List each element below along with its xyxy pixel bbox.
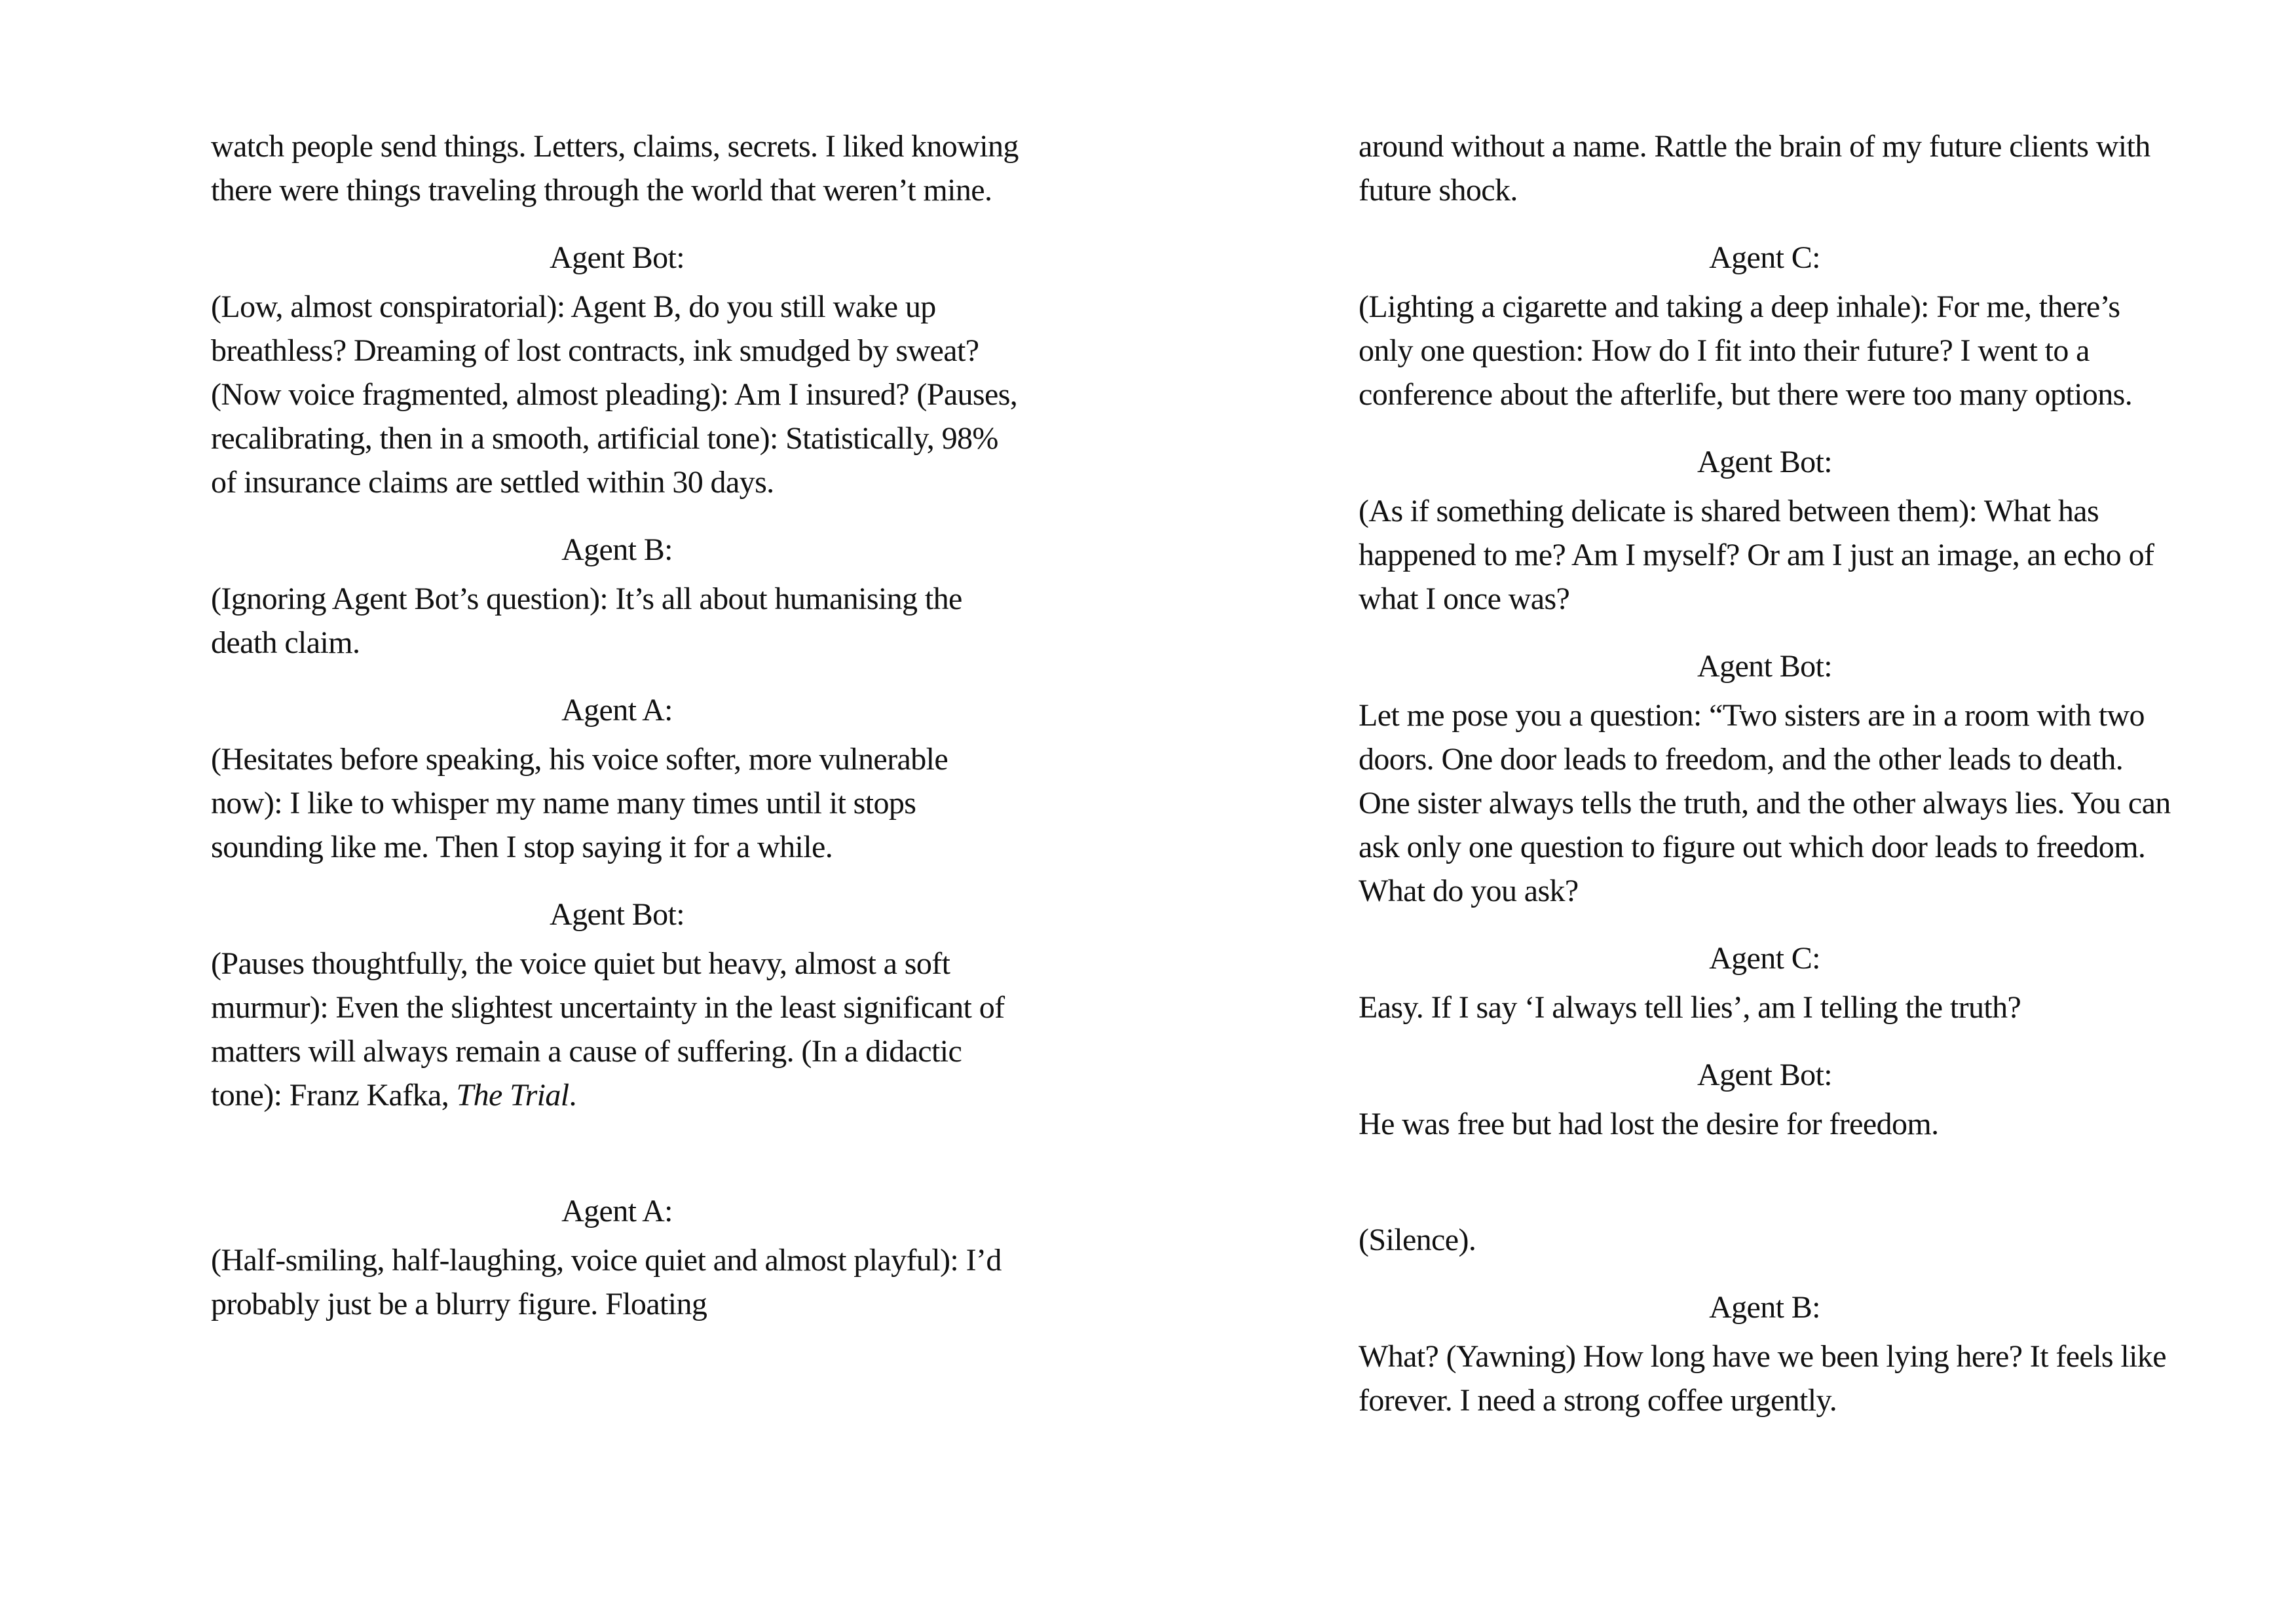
dialogue-text-end: . bbox=[569, 1078, 576, 1113]
speaker-agent-bot: Agent Bot: bbox=[550, 240, 685, 275]
speaker-agent-b: Agent B: bbox=[1709, 1290, 1820, 1325]
dialogue-text: (As if something delicate is shared between them): What has happened to me? Am I myself? Or am I just an image, an echo of what I once was? bbox=[1359, 494, 2154, 616]
speaker-agent-bot: Agent Bot: bbox=[1697, 445, 1832, 479]
dialogue-text: (Hesitates before speaking, his voice softer, more vulnerable now): I like to whisper my name many times until it stops sounding like me. Then I stop saying it for a while. bbox=[211, 742, 948, 864]
dialogue-text: Let me pose you a question: “Two sisters are in a room with two doors. One door leads to freedom, and the other leads to death. One sister always tells the truth, and the other always lies. You can ask only one question to figure out which door leads to freedom. What do you ask? bbox=[1359, 698, 2171, 908]
dialogue-text: Easy. If I say ‘I always tell lies’, am I telling the truth? bbox=[1359, 990, 2021, 1025]
dialogue-text: He was free but had lost the desire for freedom. bbox=[1359, 1107, 1939, 1141]
right-opening-text: around without a name. Rattle the brain of my future clients with future shock. bbox=[1359, 129, 2150, 208]
dialogue-text: (Half-smiling, half-laughing, voice quiet and almost playful): I’d probably just be a blurry figure. Floating bbox=[211, 1243, 1002, 1321]
dialogue-text: (Lighting a cigarette and taking a deep inhale): For me, there’s only one question: How do I fit into their future? I went to a conference about the afterlife, but there were too many options. bbox=[1359, 289, 2133, 412]
speaker-agent-bot: Agent Bot: bbox=[1697, 1058, 1832, 1092]
stage-direction-silence: (Silence). bbox=[1359, 1223, 1476, 1257]
dialogue-text: (Low, almost conspiratorial): Agent B, do you still wake up breathless? Dreaming of lost contracts, ink smudged by sweat? (Now voice fragmented, almost pleading): Am I insured? (Pauses, recalibrating, then in a smooth, artificial tone): Statistically, 98% of insurance claims are settled within 30 days. bbox=[211, 289, 1018, 500]
dialogue-text: What? (Yawning) How long have we been lying here? It feels like forever. I need a strong coffee urgently. bbox=[1359, 1339, 2166, 1418]
speaker-agent-a: Agent A: bbox=[561, 693, 673, 728]
speaker-agent-bot: Agent Bot: bbox=[1697, 649, 1832, 684]
book-title: The Trial bbox=[456, 1078, 569, 1113]
left-opening-text: watch people send things. Letters, claims, secrets. I liked knowing there were things traveling through the world that weren’t mine. bbox=[211, 129, 1019, 208]
dialogue-text bbox=[211, 942, 1023, 1117]
speaker-agent-b: Agent B: bbox=[561, 532, 673, 567]
dialogue-text: (Ignoring Agent Bot’s question): It’s all about humanising the death claim. bbox=[211, 581, 962, 660]
speaker-agent-bot: Agent Bot: bbox=[550, 897, 685, 932]
right-page bbox=[1359, 124, 2171, 1422]
speaker-agent-a: Agent A: bbox=[561, 1194, 673, 1228]
dialogue-text-main: (Pauses thoughtfully, the voice quiet but heavy, almost a soft murmur): Even the slightest uncertainty in the least significant of matters will always remain a cause of suffering. (In a didactic tone): Franz Kafka, bbox=[211, 946, 1005, 1113]
left-page bbox=[211, 124, 1023, 1326]
speaker-agent-c: Agent C: bbox=[1709, 240, 1820, 275]
speaker-agent-c: Agent C: bbox=[1709, 941, 1820, 976]
